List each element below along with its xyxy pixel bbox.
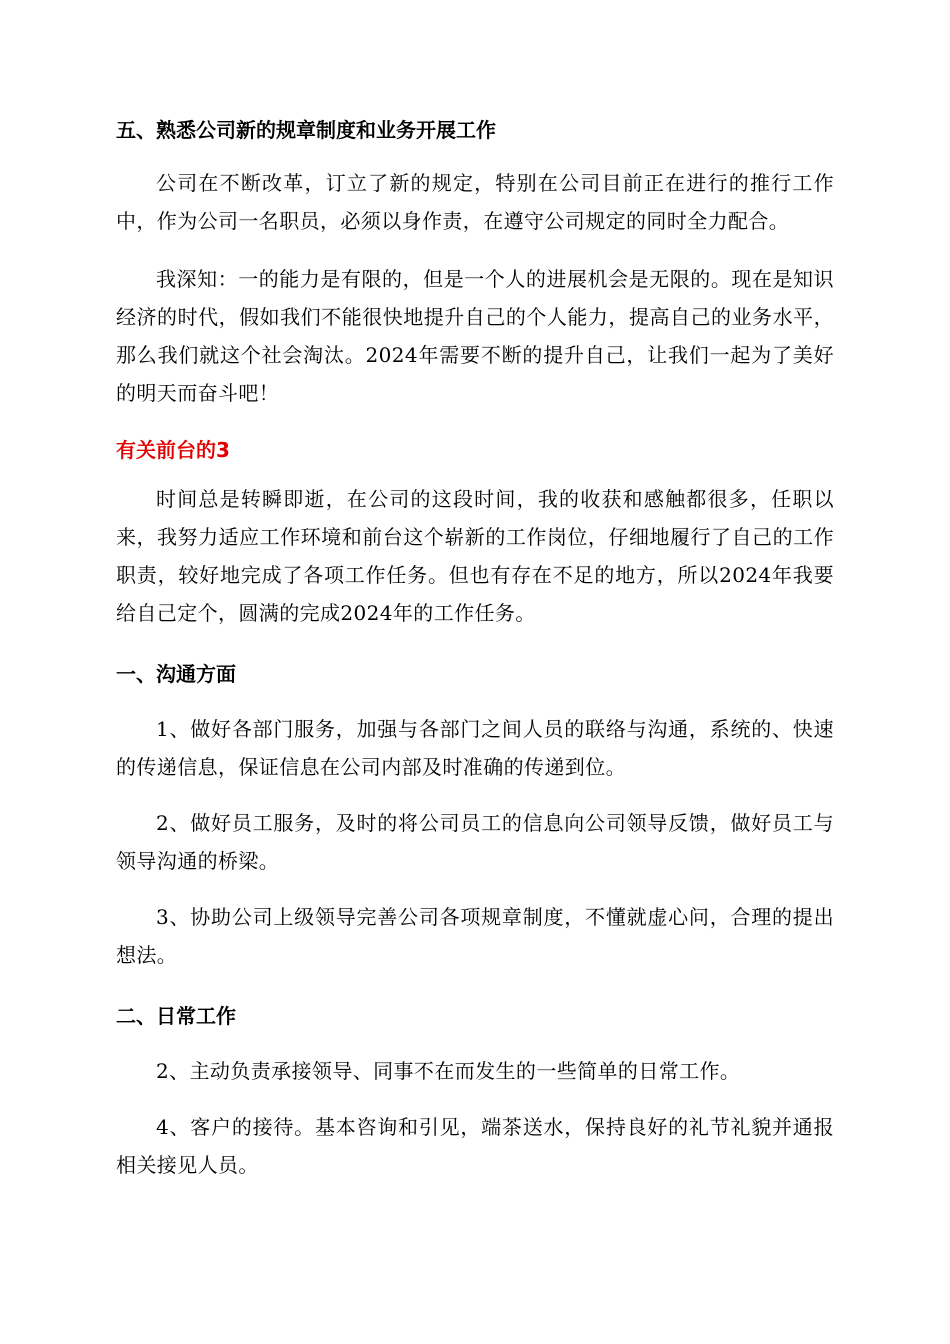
section-title-reception: 有关前台的3 — [116, 438, 230, 462]
heading-communication: 一、沟通方面 — [116, 662, 236, 686]
heading-familiarize-rules: 五、熟悉公司新的规章制度和业务开展工作 — [116, 118, 496, 142]
paragraph-reception-intro: 时间总是转瞬即逝，在公司的这段时间，我的收获和感触都很多，任职以来，我努力适应工作环境和前台这个崭新的工作岗位，仔细地履行了自己的工作职责，较好地完成了各项工作任务。但也有存在不足的地方，所以2024年我要给自己定个，圆满的完成2024年的工作任务。 — [116, 487, 834, 625]
document-page — [116, 112, 834, 1184]
list-item-department-service: 1、做好各部门服务，加强与各部门之间人员的联络与沟通，系统的、快速的传递信息，保证信息在公司内部及时准确的传递到位。 — [116, 717, 834, 779]
paragraph-self-improvement: 我深知：一的能力是有限的，但是一个人的进展机会是无限的。现在是知识经济的时代，假如我们不能很快地提升自己的个人能力，提高自己的业务水平，那么我们就这个社会淘汰。2024年需要不断的提升自己，让我们一起为了美好的明天而奋斗吧！ — [116, 267, 834, 405]
heading-daily-work: 二、日常工作 — [116, 1004, 236, 1028]
list-item-employee-service: 2、做好员工服务，及时的将公司员工的信息向公司领导反馈，做好员工与领导沟通的桥梁。 — [116, 811, 834, 873]
paragraph-company-rules: 公司在不断改革，订立了新的规定，特别在公司目前正在进行的推行工作中，作为公司一名职员，必须以身作责，在遵守公司规定的同时全力配合。 — [116, 171, 834, 233]
list-item-assist-leadership: 3、协助公司上级领导完善公司各项规章制度，不懂就虚心问，合理的提出想法。 — [116, 905, 834, 967]
list-item-customer-reception: 4、客户的接待。基本咨询和引见，端茶送水，保持良好的礼节礼貌并通报相关接见人员。 — [116, 1115, 834, 1177]
list-item-cover-duties: 2、主动负责承接领导、同事不在而发生的一些简单的日常工作。 — [156, 1059, 741, 1083]
